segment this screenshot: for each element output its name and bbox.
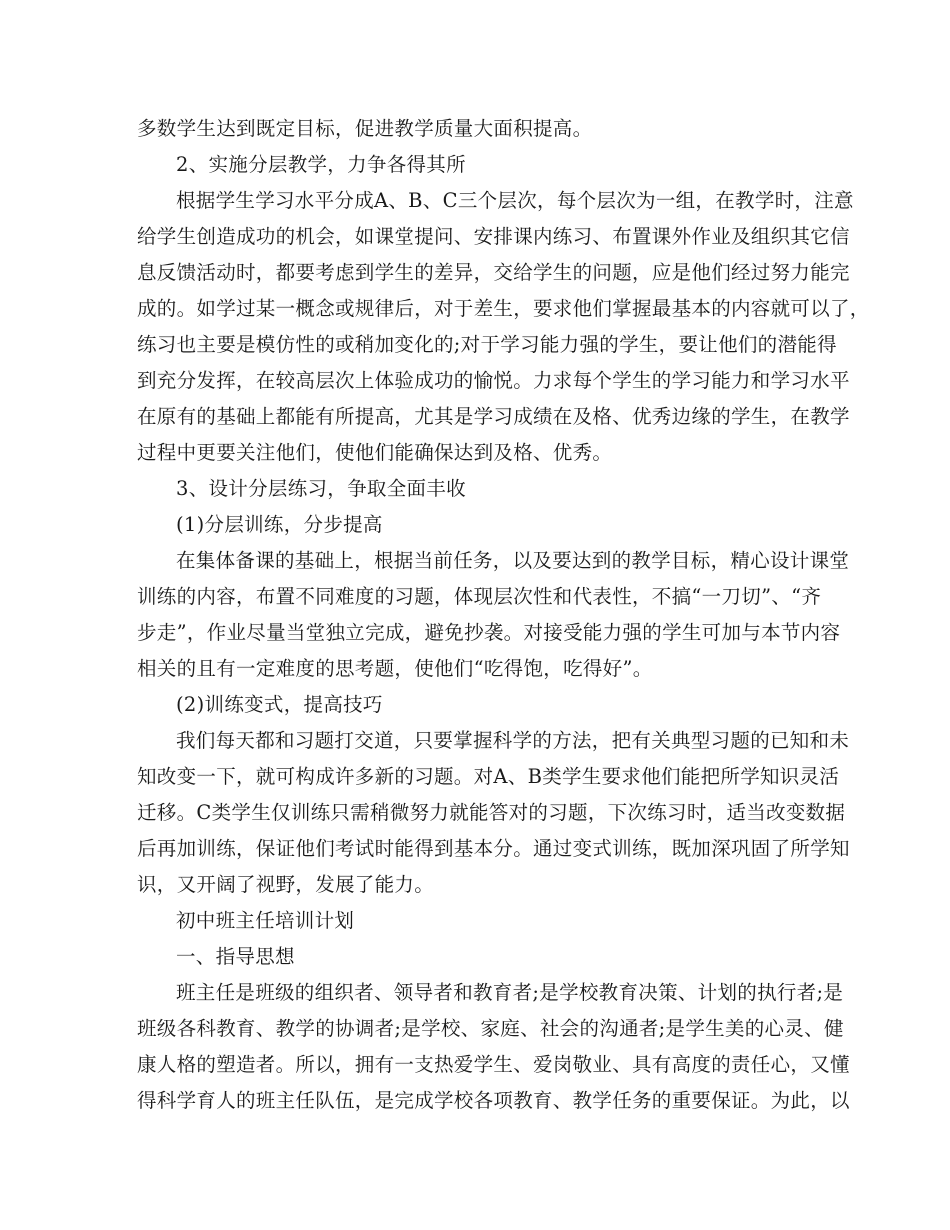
text-line: 根据学生学习水平分成A、B、C三个层次，每个层次为一组，在教学时，注意 bbox=[176, 189, 854, 212]
text-line: 得科学育人的班主任队伍，是完成学校各项教育、教学任务的重要保证。为此，以 bbox=[137, 1089, 850, 1112]
text-line: 成的。如学过某一概念或规律后，对于差生，要求他们掌握最基本的内容就可以了， bbox=[137, 297, 870, 320]
subsection-heading: (1)分层训练，分步提高 bbox=[176, 513, 383, 536]
text-line: 练习也主要是模仿性的或稍加变化的;对于学习能力强的学生，要让他们的潜能得 bbox=[137, 333, 837, 356]
document-title: 初中班主任培训计划 bbox=[176, 909, 355, 932]
section-heading: 3、设计分层练习，争取全面丰收 bbox=[176, 477, 466, 500]
section-heading: 一、指导思想 bbox=[176, 945, 295, 968]
text-line: 识，又开阔了视野，发展了能力。 bbox=[137, 873, 435, 896]
text-line: 康人格的塑造者。所以，拥有一支热爱学生、爱岗敬业、具有高度的责任心，又懂 bbox=[137, 1053, 850, 1076]
text-line: 班主任是班级的组织者、领导者和教育者;是学校教育决策、计划的执行者;是 bbox=[176, 981, 844, 1004]
text-line: 多数学生达到既定目标，促进教学质量大面积提高。 bbox=[137, 117, 593, 140]
section-heading: 2、实施分层教学，力争各得其所 bbox=[176, 153, 466, 176]
text-line: 我们每天都和习题打交道，只要掌握科学的方法，把有关典型习题的已知和未 bbox=[176, 729, 850, 752]
text-line: 训练的内容，布置不同难度的习题，体现层次性和代表性，不搞“一刀切”、“齐 bbox=[137, 585, 822, 608]
text-line: 知改变一下，就可构成许多新的习题。对A、B类学生要求他们能把所学知识灵活 bbox=[137, 765, 840, 788]
text-line: 息反馈活动时，都要考虑到学生的差异，交给学生的问题，应是他们经过努力能完 bbox=[137, 261, 850, 284]
text-line: 在集体备课的基础上，根据当前任务，以及要达到的教学目标，精心设计课堂 bbox=[176, 549, 850, 572]
text-line: 给学生创造成功的机会，如课堂提问、安排课内练习、布置课外作业及组织其它信 bbox=[137, 225, 850, 248]
text-line: 相关的且有一定难度的思考题，使他们“吃得饱，吃得好”。 bbox=[137, 657, 653, 680]
text-line: 到充分发挥，在较高层次上体验成功的愉悦。力求每个学生的学习能力和学习水平 bbox=[137, 369, 850, 392]
text-line: 迁移。C类学生仅训练只需稍微努力就能答对的习题，下次练习时，适当改变数据 bbox=[137, 801, 846, 824]
text-line: 在原有的基础上都能有所提高，尤其是学习成绩在及格、优秀边缘的学生，在教学 bbox=[137, 405, 850, 428]
text-line: 过程中更要关注他们，使他们能确保达到及格、优秀。 bbox=[137, 441, 613, 464]
text-line: 后再加训练，保证他们考试时能得到基本分。通过变式训练，既加深巩固了所学知 bbox=[137, 837, 850, 860]
subsection-heading: (2)训练变式，提高技巧 bbox=[176, 693, 383, 716]
text-line: 班级各科教育、教学的协调者;是学校、家庭、社会的沟通者;是学生美的心灵、健 bbox=[137, 1017, 844, 1040]
text-line: 步走”，作业尽量当堂独立完成，避免抄袭。对接受能力强的学生可加与本节内容 bbox=[137, 621, 841, 644]
